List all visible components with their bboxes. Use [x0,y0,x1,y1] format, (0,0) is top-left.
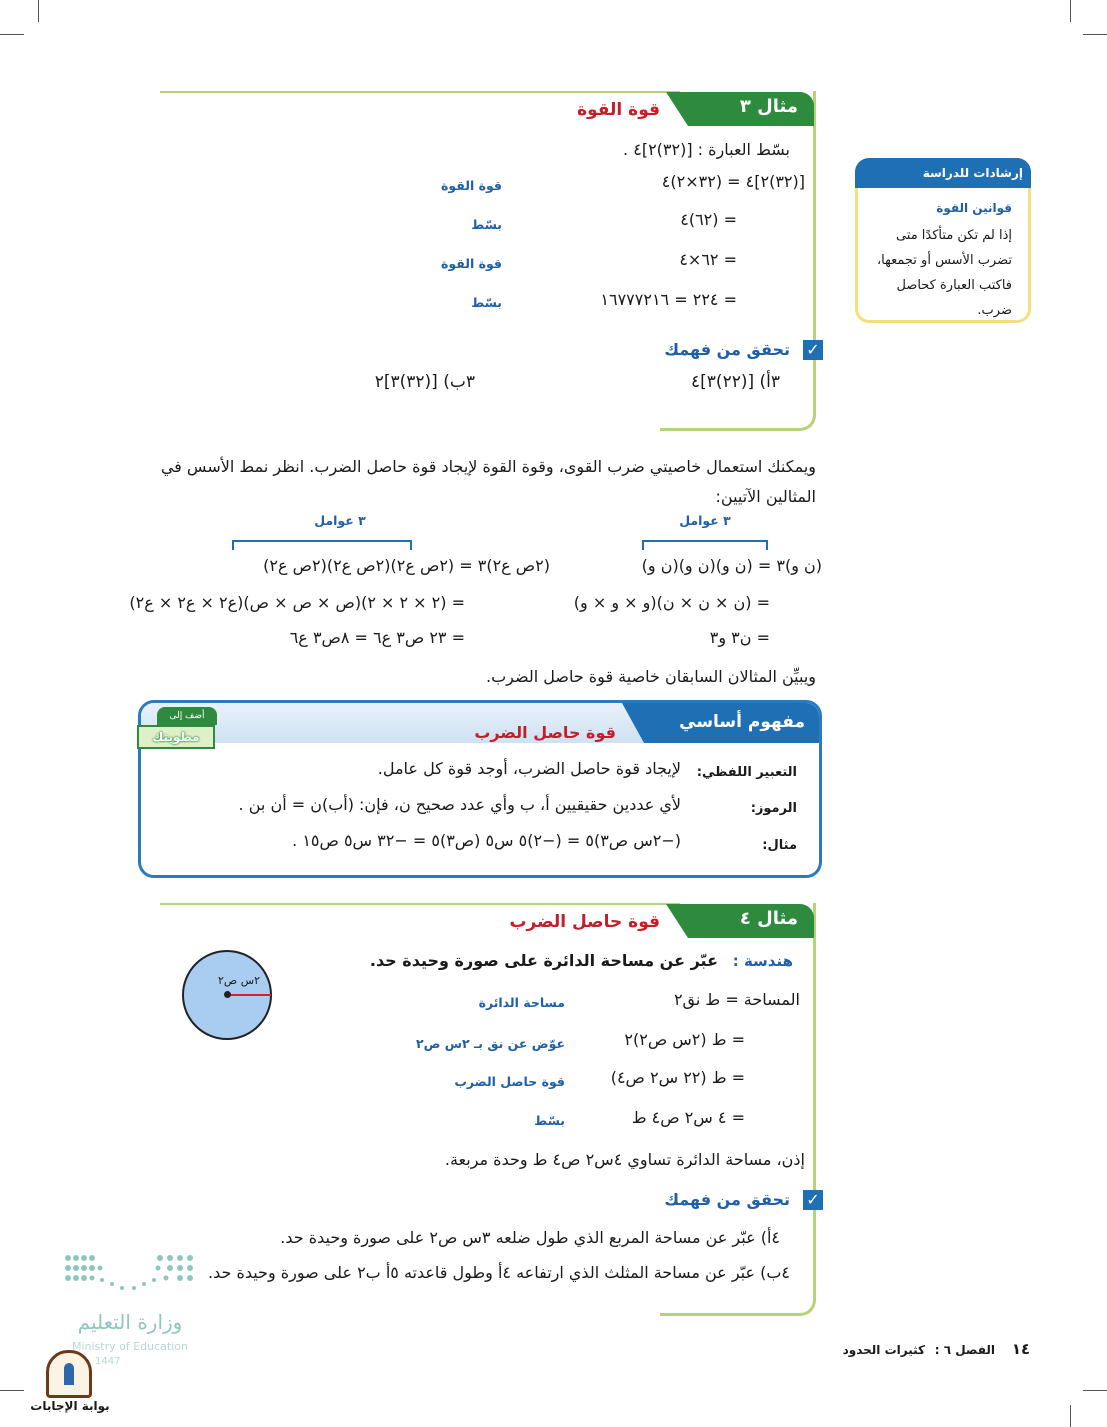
step-note: بسّط [471,295,502,310]
step-math: [(٣٢)٢]٤ = (٣٢×٢)٤ [661,172,805,191]
pattern-line: (٢ص ع٢)٣ = (٢ص ع٢)(٢ص ع٢)(٢ص ع٢) [263,556,550,575]
step-note: عوّض عن نق بـ ٢س ص٢ [415,1036,565,1051]
intro-paragraph: ويمكنك استعمال خاصيتي ضرب القوى، وقوة القوة لإيجاد قوة حاصل الضرب. انظر نمط الأسس في المثالين الآتيين: [160,457,816,506]
bracket [642,540,768,550]
example-top-rule [160,91,680,93]
geometry-label: هندسة : [732,952,793,970]
pattern-line: = (٢ × ٢ × ٢)(ص × ص × ص)(ع٢ × ع٢ × ع٢) [129,593,465,612]
step-math: = ط (٢س ص٢)٢ [624,1030,745,1049]
example-tab: مثال ٣ [688,92,814,126]
chapter-label: الفصل ٦ : [934,1343,995,1357]
example-top-rule [160,903,680,905]
conclusion: إذن، مساحة الدائرة تساوي ٤س٢ ص٤ ط وحدة مربعة. [444,1150,805,1169]
example-text: (−٢س ص٣)٥ = (−٢)٥ س٥ (ص٣)٥ = −٣٢ س٥ ص١٥ . [292,831,681,850]
crop-mark [1070,1405,1071,1427]
key-concept-box [138,700,822,878]
factor-label: ٣ عوامل [679,513,731,528]
ministry-name-en: Ministry of Education [71,1340,188,1353]
crop-mark [1070,0,1071,22]
add-to-notebook-tag[interactable] [137,707,219,751]
check-title: تحقق من فهمك [664,1190,790,1209]
example-prompt: بسّط العبارة : [(٣٢)٢]٤ . [623,140,790,159]
example-tab: مثال ٤ [688,904,814,938]
step-note: بسّط [534,1113,565,1128]
check-item-b: ٣ب) [(٣٢)٣]٢ [374,372,475,392]
ministry-name-ar: وزارة التعليم [77,1310,183,1334]
check-icon: ✓ [803,1190,823,1210]
crop-mark [0,34,24,35]
portal-logo-pen [64,1363,74,1385]
portal-logo-icon [46,1350,92,1398]
step-math: = ٦٢×٤ [679,250,737,269]
symbols-text: لأي عددين حقيقيين أ، ب وأي عدد صحيح ن، فإن: (أب)ن = أن بن . [238,795,681,814]
step-math: المساحة = ط نق٢ [673,990,800,1009]
notebook-label: مطويتك [137,725,215,749]
bracket [232,540,412,550]
crop-mark [38,0,39,22]
example-prompt: عبّر عن مساحة الدائرة على صورة وحيدة حد. [369,951,718,970]
check-title: تحقق من فهمك [664,340,790,359]
pattern-line: = (ن × ن × ن)(و × و × و) [573,593,770,612]
verbal-label: التعبير اللفظي: [696,765,797,780]
step-note: قوة حاصل الضرب [454,1074,565,1089]
study-tip-subtitle: قوانين القوة [936,201,1012,215]
step-note: قوة القوة [441,178,502,193]
portal-name: بوابة الإجابات [30,1399,110,1413]
add-to-label: أضف إلى [157,707,217,725]
key-concept-title: قوة حاصل الضرب [474,723,616,742]
crop-mark [1083,34,1107,35]
step-math: = ٢٢٤ = ١٦٧٧٧٢١٦ [600,290,737,309]
step-note: قوة القوة [441,256,502,271]
pattern-line: = ن٣ و٣ [709,628,770,647]
step-note: بسّط [471,217,502,232]
example-label: مثال: [762,838,797,853]
page-number: ١٤ [1011,1340,1031,1358]
circle-figure [182,950,272,1040]
step-math: = ط (٢٢ س٢ ص٤) [610,1068,745,1087]
step-math: = (٦٢)٤ [680,210,737,229]
pattern-line: (ن و)٣ = (ن و)(ن و)(ن و) [641,556,822,575]
crop-mark [0,1390,24,1391]
check-icon: ✓ [803,340,823,360]
pattern-line: = ٢٣ ص٣ ع٦ = ٨ص٣ ع٦ [289,628,465,647]
radius-line [227,994,271,996]
check-item-b: ٤ب) عبّر عن مساحة المثلث الذي ارتفاعه ٤أ وطول قاعدته ٥أ ب٢ على صورة وحيدة حد. [207,1263,790,1282]
chapter-title: كثيرات الحدود [842,1343,925,1357]
study-tip-box [855,158,1031,323]
factor-label: ٣ عوامل [314,513,366,528]
ministry-year: 1447 [95,1356,121,1367]
summary-paragraph: ويبيِّن المثالان السابقان خاصية قوة حاصل الضرب. [485,667,816,686]
example-title: قوة حاصل الضرب [509,912,660,932]
step-note: مساحة الدائرة [478,995,565,1010]
example-title: قوة القوة [577,100,660,120]
center-point [224,991,231,998]
key-concept-tab: مفهوم أساسي [644,703,819,743]
crop-mark [1083,1390,1107,1391]
radius-label: ٢س ص٢ [218,974,261,987]
check-item-a: ٣أ) [(٢٢)٣]٤ [691,372,780,392]
symbols-label: الرموز: [750,801,797,816]
verbal-text: لإيجاد قوة حاصل الضرب، أوجد قوة كل عامل. [377,759,681,778]
study-tip-body: إذا لم تكن متأكدًا متى تضرب الأسس أو تجمعها، فاكتب العبارة كحاصل ضرب. [876,228,1012,318]
ministry-logo-icon [62,1252,197,1300]
check-item-a: ٤أ) عبّر عن مساحة المربع الذي طول ضلعه ٣س ص٢ على صورة وحيدة حد. [280,1228,780,1247]
step-math: = ٤ س٢ ص٤ ط [631,1108,745,1127]
study-tip-header: إرشادات للدراسة [855,158,1031,188]
